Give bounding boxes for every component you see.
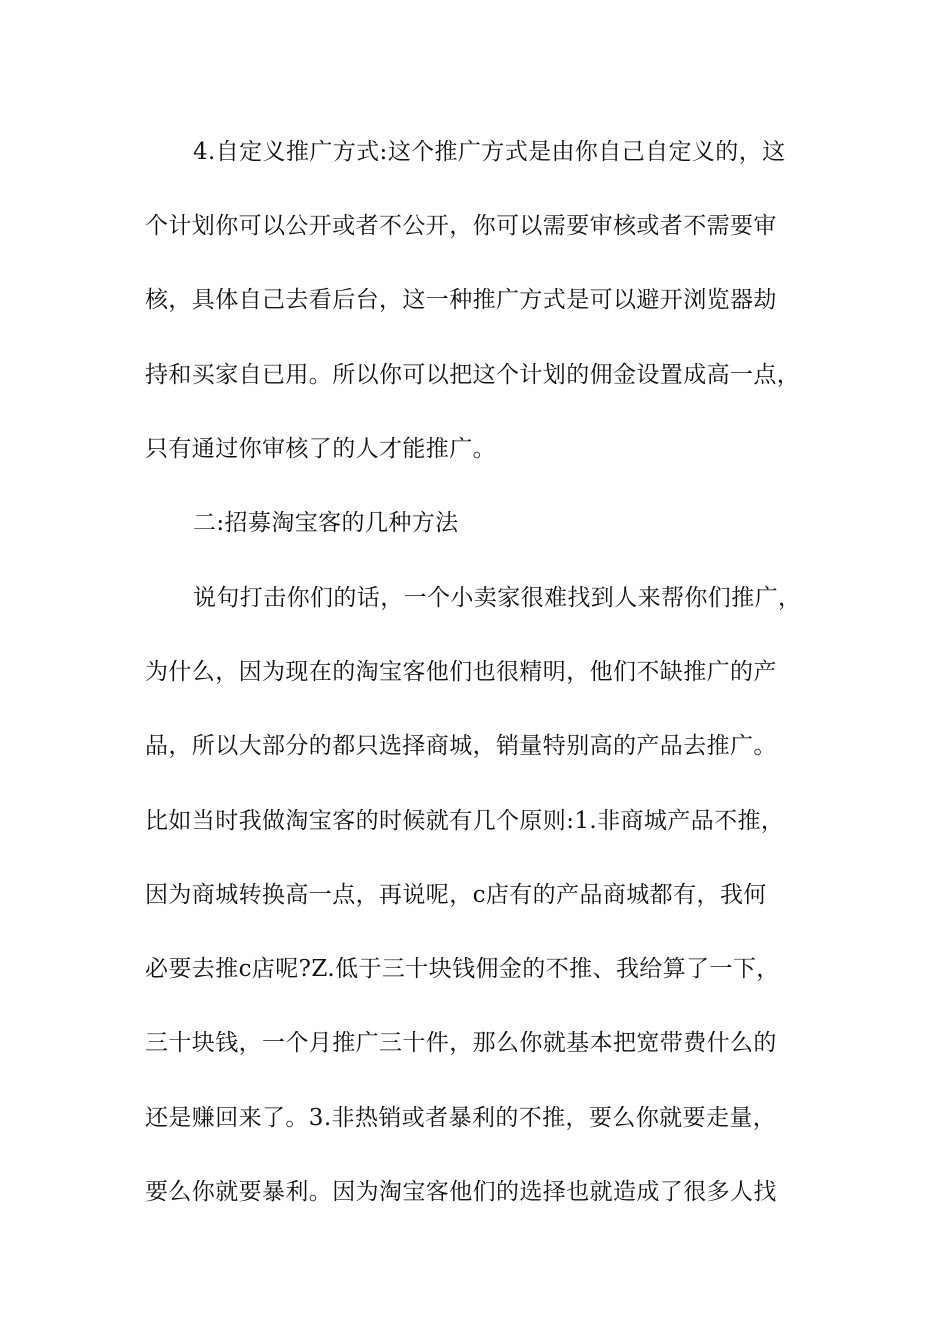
paragraph-line: 说句打击你们的话，一个小卖家很难找到人来帮你们推广， bbox=[193, 585, 802, 611]
paragraph-line: 为什么，因为现在的淘宝客他们也很精明，他们不缺推广的产 bbox=[145, 659, 777, 685]
paragraph-line: 要么你就要暴利。因为淘宝客他们的选择也就造成了很多人找 bbox=[145, 1179, 777, 1205]
paragraph-line: 必要去推c店呢?Z.低于三十块钱佣金的不推、我给算了一下， bbox=[145, 956, 780, 982]
paragraph-line: 4.自定义推广方式:这个推广方式是由你自己自定义的，这 bbox=[193, 139, 786, 165]
paragraph-line: 核，具体自己去看后台，这一种推广方式是可以避开浏览器劫 bbox=[145, 287, 777, 313]
paragraph-line: 比如当时我做淘宝客的时候就有几个原则:1.非商城产品不推， bbox=[145, 808, 785, 834]
paragraph-line: 品，所以大部分的都只选择商城，销量特别高的产品去推广。 bbox=[145, 733, 777, 759]
paragraph-line: 还是赚回来了。3.非热销或者暴利的不推，要么你就要走量， bbox=[145, 1105, 777, 1131]
paragraph-line: 个计划你可以公开或者不公开，你可以需要审核或者不需要审 bbox=[145, 213, 777, 239]
paragraph-line: 只有通过你审核了的人才能推广。 bbox=[145, 436, 496, 462]
paragraph-line: 持和买家自已用。所以你可以把这个计划的佣金设置成高一点， bbox=[145, 362, 801, 388]
paragraph-line: 因为商城转换高一点，再说呢，c店有的产品商城都有，我何 bbox=[145, 882, 767, 908]
section-heading: 二:招募淘宝客的几种方法 bbox=[193, 510, 459, 536]
paragraph-line: 三十块钱，一个月推广三十件，那么你就基本把宽带费什么的 bbox=[145, 1030, 777, 1056]
